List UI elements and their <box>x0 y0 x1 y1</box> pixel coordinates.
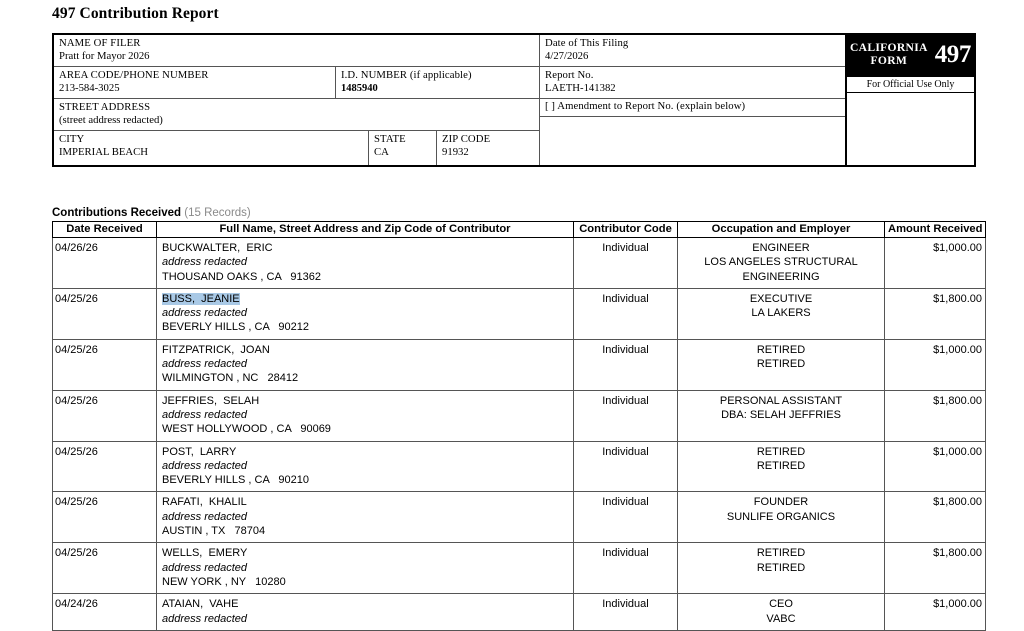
for-official-use-only-area <box>847 93 974 165</box>
cell-date-received: 04/25/26 <box>53 288 157 339</box>
table-row[interactable] <box>53 543 986 594</box>
table-row[interactable] <box>53 492 986 543</box>
column-header-occupation-employer: Occupation and Employer <box>678 222 885 238</box>
cell-amount-received: $1,800.00 <box>885 288 986 339</box>
date-of-filing-cell <box>540 35 845 67</box>
cell-date-received: 04/25/26 <box>53 441 157 492</box>
cell-occupation-employer <box>678 594 885 631</box>
contributions-section-title <box>52 207 251 219</box>
contributor-name: ATAIAN, VAHE <box>162 598 239 611</box>
table-row[interactable] <box>53 390 986 441</box>
contributor-address: address redacted <box>162 358 247 371</box>
filing-information-column <box>540 35 847 165</box>
cell-contributor-code: Individual <box>574 594 678 631</box>
cell-date-received: 04/25/26 <box>53 390 157 441</box>
cell-contributor-code: Individual <box>574 390 678 441</box>
selected-text-highlight: BUSS, JEANIE <box>162 292 240 305</box>
contributor-name: WELLS, EMERY <box>162 547 248 560</box>
area-code-phone-cell <box>54 67 336 98</box>
contributor-city-state-zip: BEVERLY HILLS , CA 90210 <box>162 474 309 487</box>
contributor-address: address redacted <box>162 612 247 625</box>
cell-date-received: 04/25/26 <box>53 492 157 543</box>
contributor-city-state-zip: AUSTIN , TX 78704 <box>162 525 266 538</box>
contributions-table-body <box>53 238 986 631</box>
contributor-city-state-zip: NEW YORK , NY 10280 <box>162 575 286 588</box>
contributor-address: address redacted <box>162 459 247 472</box>
city-label: CITY <box>59 133 85 145</box>
street-address-value: (street address redacted) <box>59 114 163 127</box>
contributor-address: address redacted <box>162 256 247 269</box>
occupation-line: EXECUTIVE <box>749 292 813 305</box>
column-header-full-name: Full Name, Street Address and Zip Code of Contributor <box>157 222 574 238</box>
contributions-table-header <box>53 222 986 238</box>
employer-line: LA LAKERS <box>751 307 811 320</box>
california-label: CALIFORNIA <box>849 40 928 54</box>
state-value: CA <box>374 146 389 159</box>
cell-amount-received: $1,000.00 <box>885 238 986 289</box>
cell-occupation-employer <box>678 288 885 339</box>
california-form-badge <box>847 35 974 76</box>
cell-occupation-employer <box>678 543 885 594</box>
table-header-row <box>53 222 986 238</box>
contributor-city-state-zip: WILMINGTON , NC 28412 <box>162 372 299 385</box>
california-form-words <box>850 42 928 67</box>
record-count: (15 Records) <box>184 207 251 219</box>
zip-code-label: ZIP CODE <box>442 133 491 145</box>
employer-line: VABC <box>766 612 796 625</box>
cell-occupation-employer <box>678 339 885 390</box>
date-of-filing-value: 4/27/2026 <box>545 50 589 63</box>
column-header-date-received: Date Received <box>53 222 157 238</box>
zip-code-cell <box>437 131 539 165</box>
name-of-filer-label: NAME OF FILER <box>59 37 141 49</box>
occupation-line: RETIRED <box>756 445 806 458</box>
cell-amount-received: $1,000.00 <box>885 594 986 631</box>
cell-contributor-code: Individual <box>574 238 678 289</box>
contributor-city-state-zip: WEST HOLLYWOOD , CA 90069 <box>162 423 331 436</box>
cell-amount-received: $1,800.00 <box>885 543 986 594</box>
occupation-line: FOUNDER <box>753 496 809 509</box>
page-title: 497 Contribution Report <box>52 5 219 22</box>
table-row[interactable] <box>53 594 986 631</box>
cell-contributor-code: Individual <box>574 288 678 339</box>
state-cell <box>369 131 437 165</box>
contributor-city-state-zip: THOUSAND OAKS , CA 91362 <box>162 270 321 283</box>
cell-amount-received: $1,000.00 <box>885 441 986 492</box>
filer-information-form <box>52 33 976 167</box>
occupation-line: RETIRED <box>756 547 806 560</box>
for-official-use-only-label: For Official Use Only <box>847 76 974 93</box>
employer-line: DBA: SELAH JEFFRIES <box>721 408 841 421</box>
california-form-column <box>847 35 974 165</box>
cell-contributor <box>157 339 574 390</box>
table-row[interactable] <box>53 339 986 390</box>
contributor-name: POST, LARRY <box>162 445 237 458</box>
cell-contributor <box>157 594 574 631</box>
form-label: FORM <box>870 53 908 67</box>
street-address-label: STREET ADDRESS <box>59 101 151 113</box>
city-cell <box>54 131 369 165</box>
occupation-line: PERSONAL ASSISTANT <box>719 394 843 407</box>
employer-line: RETIRED <box>756 561 806 574</box>
report-no-cell <box>540 67 845 99</box>
column-header-amount-received: Amount Received <box>885 222 986 238</box>
employer-line: SUNLIFE ORGANICS <box>726 510 836 523</box>
contributor-address: address redacted <box>162 510 247 523</box>
report-no-label: Report No. <box>545 69 594 81</box>
zip-code-value: 91932 <box>442 146 469 159</box>
cell-contributor <box>157 543 574 594</box>
filer-left-column <box>54 35 540 165</box>
cell-occupation-employer <box>678 238 885 289</box>
employer-line: RETIRED <box>756 459 806 472</box>
amendment-label: [ ] Amendment to Report No. (explain below) <box>545 100 746 112</box>
cell-occupation-employer <box>678 441 885 492</box>
table-row[interactable] <box>53 441 986 492</box>
cell-date-received: 04/25/26 <box>53 339 157 390</box>
state-label: STATE <box>374 133 406 145</box>
report-no-value: LAETH-141382 <box>545 82 616 95</box>
contributor-name <box>162 292 573 306</box>
contributor-address: address redacted <box>162 408 247 421</box>
name-of-filer-cell <box>54 35 539 67</box>
cell-contributor <box>157 441 574 492</box>
contributor-city-state-zip: BEVERLY HILLS , CA 90212 <box>162 321 309 334</box>
cell-date-received: 04/24/26 <box>53 594 157 631</box>
cell-occupation-employer <box>678 492 885 543</box>
city-value: IMPERIAL BEACH <box>59 146 148 159</box>
cell-contributor <box>157 492 574 543</box>
cell-date-received: 04/26/26 <box>53 238 157 289</box>
cell-occupation-employer <box>678 390 885 441</box>
cell-contributor-code: Individual <box>574 543 678 594</box>
occupation-line: ENGINEER <box>752 242 810 254</box>
name-of-filer-value: Pratt for Mayor 2026 <box>59 50 150 63</box>
cell-contributor <box>157 288 574 339</box>
cell-date-received: 04/25/26 <box>53 543 157 594</box>
occupation-line: CEO <box>769 598 793 611</box>
contributor-address: address redacted <box>162 307 247 320</box>
employer-line: RETIRED <box>756 358 806 371</box>
cell-amount-received: $1,800.00 <box>885 492 986 543</box>
area-code-phone-value: 213-584-3025 <box>59 82 120 95</box>
contributor-name: FITZPATRICK, JOAN <box>162 343 270 356</box>
date-of-filing-label: Date of This Filing <box>545 37 629 49</box>
form-number: 497 <box>934 41 972 68</box>
table-row[interactable] <box>53 288 986 339</box>
cell-contributor-code: Individual <box>574 492 678 543</box>
employer-line: LOS ANGELES STRUCTURAL <box>704 256 858 269</box>
cell-contributor-code: Individual <box>574 339 678 390</box>
cell-amount-received: $1,800.00 <box>885 390 986 441</box>
cell-contributor <box>157 390 574 441</box>
id-number-label: I.D. NUMBER (if applicable) <box>341 69 472 81</box>
column-header-contributor-code: Contributor Code <box>574 222 678 238</box>
contributor-name: RAFATI, KHALIL <box>162 496 247 509</box>
cell-contributor <box>157 238 574 289</box>
table-row[interactable] <box>53 238 986 289</box>
amendment-explanation-area <box>540 117 845 165</box>
contributions-table <box>52 221 986 631</box>
occupation-line: RETIRED <box>756 343 806 356</box>
cell-amount-received: $1,000.00 <box>885 339 986 390</box>
contributor-address: address redacted <box>162 561 247 574</box>
area-code-phone-label: AREA CODE/PHONE NUMBER <box>59 69 209 81</box>
id-number-cell <box>336 67 539 98</box>
amendment-checkbox-cell[interactable] <box>540 99 845 117</box>
contributor-name: BUCKWALTER, ERIC <box>162 242 273 254</box>
street-address-cell <box>54 99 539 131</box>
employer-line-2: ENGINEERING <box>742 270 820 283</box>
cell-contributor-code: Individual <box>574 441 678 492</box>
contributor-name: JEFFRIES, SELAH <box>162 394 260 407</box>
contributions-received-label: Contributions Received <box>52 207 182 219</box>
id-number-value: 1485940 <box>341 83 378 95</box>
